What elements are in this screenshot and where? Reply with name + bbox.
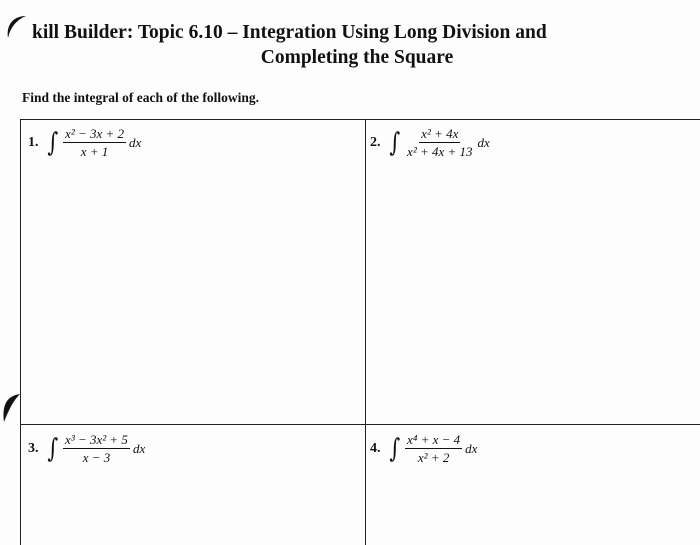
differential: dx (477, 134, 490, 150)
denominator: x² + 4x + 13 (407, 144, 473, 159)
problem-4 (370, 432, 477, 465)
problem-grid (20, 119, 700, 545)
title-line-1: kill Builder: Topic 6.10 – Integration Using Long Division and (32, 22, 547, 43)
problem-1 (28, 126, 141, 159)
problem-3 (28, 432, 145, 465)
differential: dx (129, 134, 142, 150)
integral-symbol: ∫ (46, 433, 58, 464)
instructions: Find the integral of each of the following. (22, 90, 259, 105)
binder-hole-icon (0, 392, 24, 426)
grid-vertical-divider (365, 119, 366, 545)
fraction (63, 432, 130, 465)
numerator: x³ − 3x² + 5 (65, 432, 128, 447)
differential: dx (132, 440, 146, 456)
curl-mark-icon (2, 12, 32, 42)
integral-symbol: ∫ (388, 127, 400, 158)
problem-2 (370, 126, 490, 159)
grid-horizontal-divider (20, 424, 700, 425)
numerator: x² + 4x (421, 126, 459, 141)
numerator: x⁴ + x − 4 (407, 432, 461, 447)
problem-number: 4. (370, 440, 381, 456)
differential: dx (465, 440, 478, 456)
integral-symbol: ∫ (388, 433, 400, 464)
page-title (32, 20, 632, 70)
fraction (405, 432, 462, 465)
problem-number: 1. (28, 134, 39, 150)
fraction (405, 126, 474, 159)
numerator: x² − 3x + 2 (65, 126, 125, 141)
denominator: x − 3 (82, 450, 111, 465)
problem-number: 3. (28, 440, 39, 456)
fraction (63, 126, 126, 159)
problem-number: 2. (370, 134, 381, 150)
title-line-2: Completing the Square (260, 47, 454, 68)
denominator: x² + 2 (417, 450, 450, 465)
integral-symbol: ∫ (46, 127, 58, 158)
denominator: x + 1 (80, 144, 109, 159)
